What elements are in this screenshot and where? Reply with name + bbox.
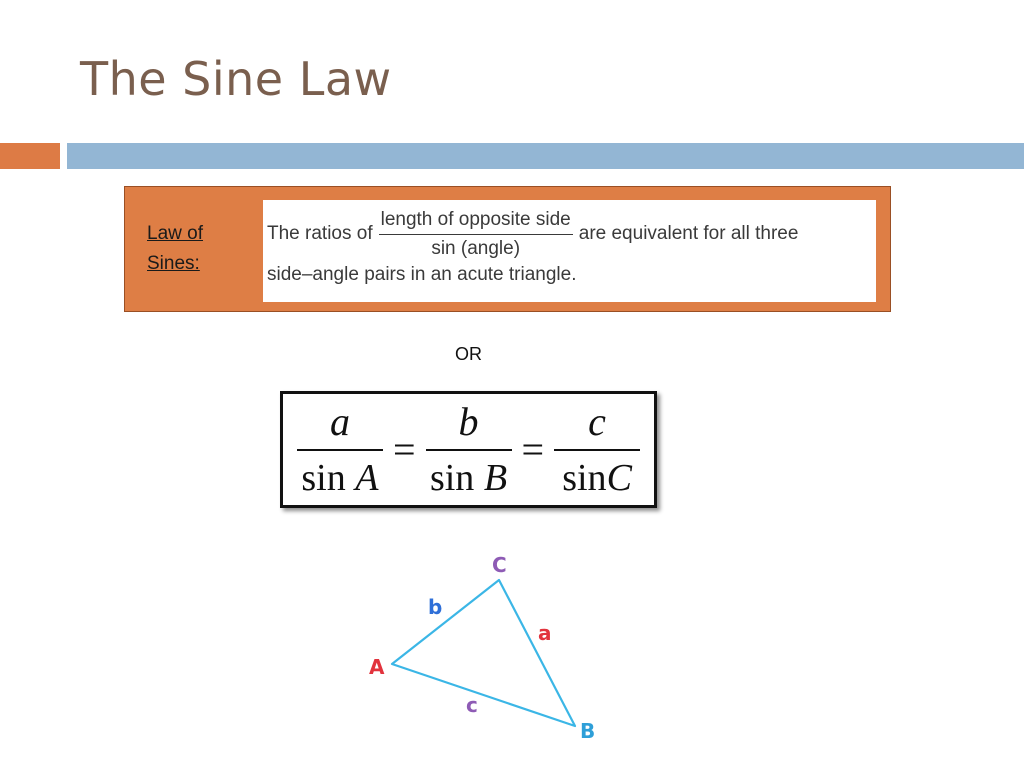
ratio-denominator: sin (angle) bbox=[431, 237, 521, 259]
formula-denominator-c bbox=[562, 451, 632, 501]
law-text-after: are equivalent for all three bbox=[578, 223, 799, 244]
formula-numerator-c: c bbox=[554, 399, 640, 451]
formula-numerator-b: b bbox=[426, 399, 512, 451]
accent-bar-orange bbox=[0, 143, 60, 169]
sine-law-formula bbox=[289, 400, 648, 499]
sin-label: sin bbox=[301, 456, 346, 499]
law-of-sines-box bbox=[124, 186, 891, 312]
law-definition-panel bbox=[263, 200, 876, 302]
equals-sign: = bbox=[521, 426, 545, 472]
vertex-label-a: A bbox=[369, 655, 385, 679]
formula-term-b bbox=[426, 399, 512, 501]
accent-bar-blue bbox=[67, 143, 1024, 169]
vertex-label-b: B bbox=[580, 719, 596, 743]
law-text-before: The ratios of bbox=[267, 223, 373, 244]
sin-label: sin bbox=[562, 456, 607, 499]
triangle-edges bbox=[392, 580, 575, 726]
triangle-diagram bbox=[360, 545, 620, 745]
formula-denominator-b bbox=[430, 451, 507, 501]
or-separator: OR bbox=[455, 344, 482, 364]
formula-numerator-a: a bbox=[297, 399, 383, 451]
side-label-b: b bbox=[428, 595, 443, 619]
ratio-fraction bbox=[379, 208, 573, 261]
equals-sign: = bbox=[392, 426, 416, 472]
law-definition-line-1 bbox=[267, 206, 798, 262]
slide-title: The Sine Law bbox=[80, 52, 392, 106]
angle-label: B bbox=[483, 456, 508, 499]
vertex-label-c: C bbox=[492, 553, 507, 577]
angle-label: C bbox=[606, 456, 632, 499]
sine-law-formula-box bbox=[280, 391, 657, 508]
formula-denominator-a bbox=[301, 451, 378, 501]
side-label-c: c bbox=[466, 693, 478, 717]
ratio-numerator: length of opposite side bbox=[379, 208, 573, 235]
law-definition-line-2: side–angle pairs in an acute triangle. bbox=[267, 264, 577, 285]
side-label-a: a bbox=[538, 621, 552, 645]
sin-label: sin bbox=[429, 456, 475, 499]
formula-term-a bbox=[297, 399, 383, 501]
angle-label: A bbox=[355, 456, 379, 499]
law-of-sines-label: Law of Sines: bbox=[147, 223, 203, 274]
formula-term-c bbox=[554, 399, 640, 501]
